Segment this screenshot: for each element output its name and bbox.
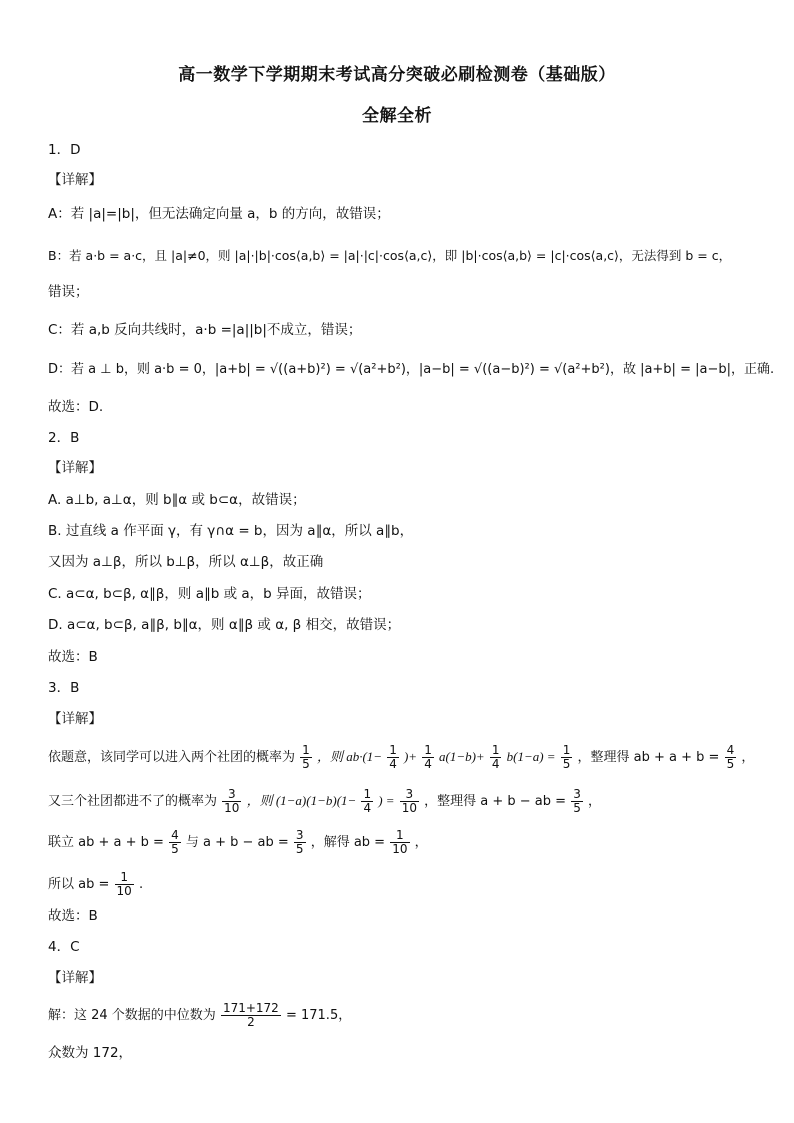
q2-option-b-line1: B. 过直线 a 作平面 γ，有 γ∩α = b，因为 a∥α，所以 a∥b， — [48, 523, 414, 539]
fraction-numerator: 1 — [424, 743, 432, 757]
fraction — [169, 829, 181, 856]
fraction — [115, 871, 134, 898]
q3-l4-text-a: 所以 ab = — [48, 877, 110, 892]
fraction — [222, 788, 241, 815]
fraction-denominator: 10 — [392, 842, 408, 856]
q3-l2-text-c: ) = — [378, 793, 395, 808]
q4-l1-text-a: 解：这 24 个数据的中位数为 — [48, 1008, 216, 1023]
q3-l3-text-c: ，解得 ab = — [310, 835, 386, 850]
fraction-numerator: 3 — [573, 787, 581, 801]
q3-line-4 — [48, 868, 143, 902]
q3-l1-text-f: ，整理得 ab + a + b = — [577, 750, 720, 765]
fraction-denominator: 5 — [573, 801, 581, 815]
q4-detail-heading: 【详解】 — [48, 970, 102, 986]
fraction-denominator: 10 — [116, 884, 132, 898]
fraction-numerator: 1 — [390, 829, 409, 843]
fraction — [561, 744, 573, 771]
q4-answer: 4．C — [48, 939, 80, 955]
q2-option-c: C. a⊂α, b⊂β, α∥β，则 a∥b 或 a，b 异面，故错误； — [48, 586, 371, 602]
q3-l1-text-e: b(1−a) = — [506, 749, 556, 764]
q3-l4-text-b: . — [138, 877, 144, 892]
fraction — [725, 744, 737, 771]
q1-detail-heading: 【详解】 — [48, 172, 102, 188]
fraction-numerator: 1 — [491, 743, 500, 757]
fraction-denominator: 4 — [424, 757, 432, 771]
q1-option-b-line1: B：若 a·b = a·c，且 |a|≠0，则 |a|·|b|·cos⟨a,b⟩ = |a|·|c|·cos⟨a,c⟩，即 |b|·cos⟨a,b⟩ = |c|·cos⟨a,c⟩，无法得到 b = c， — [48, 248, 732, 263]
fraction-numerator: 1 — [363, 787, 372, 801]
q2-answer: 2．B — [48, 430, 80, 446]
fraction — [221, 1002, 281, 1029]
fraction-denominator: 4 — [363, 801, 372, 815]
fraction — [387, 744, 399, 771]
fraction-numerator: 3 — [222, 788, 241, 802]
fraction-denominator: 5 — [726, 757, 735, 771]
fraction-denominator: 5 — [171, 842, 179, 856]
q1-option-d: D：若 a ⊥ b，则 a·b = 0，|a+b| = √((a+b)²) = √(a²+b²)，|a−b| = √((a−b)²) = √(a²+b²)，故 |a+b| = |a−b|，正确. — [48, 362, 775, 377]
q3-l2-text-e: ， — [587, 794, 601, 809]
document-subtitle: 全解全析 — [362, 106, 432, 126]
fraction-denominator: 2 — [247, 1015, 255, 1029]
fraction-numerator: 1 — [389, 743, 397, 757]
q1-answer: 1．D — [48, 142, 81, 158]
q3-line-1 — [48, 740, 754, 775]
fraction-numerator: 4 — [726, 743, 735, 757]
q2-detail-heading: 【详解】 — [48, 460, 102, 476]
fraction-numerator: 3 — [295, 828, 304, 842]
fraction-denominator: 4 — [491, 757, 500, 771]
fraction-numerator: 171+172 — [222, 1001, 279, 1015]
q3-l3-text-a: 联立 ab + a + b = — [48, 835, 164, 850]
q3-choice: 故选：B — [48, 908, 98, 924]
q2-choice: 故选：B — [48, 649, 98, 665]
q3-l1-text-c: )+ — [403, 749, 418, 764]
q2-option-a: A. a⊥b, a⊥α，则 b∥α 或 b⊂α，故错误； — [48, 492, 306, 508]
q1-choice: 故选：D. — [48, 399, 104, 415]
fraction-denominator: 10 — [224, 801, 240, 815]
q3-l1-text-g: ， — [741, 750, 755, 765]
q2-option-b-line2: 又因为 a⊥β，所以 b⊥β，所以 α⊥β，故正确 — [48, 554, 324, 570]
q1-option-c: C：若 a,b 反向共线时，a·b =|a||b|不成立，错误； — [48, 322, 362, 338]
q3-answer: 3．B — [48, 680, 80, 696]
q3-l1-text-d: a(1−b)+ — [439, 749, 485, 764]
fraction — [571, 788, 583, 815]
q3-l1-text-b: ，则 ab·(1− — [316, 749, 383, 764]
document-title: 高一数学下学期期末考试高分突破必刷检测卷（基础版） — [178, 65, 616, 85]
fraction-numerator: 1 — [302, 743, 310, 757]
fraction-denominator: 5 — [302, 757, 310, 771]
q3-l2-text-d: ，整理得 a + b − ab = — [424, 794, 567, 809]
q3-line-3 — [48, 826, 428, 860]
fraction — [294, 829, 306, 856]
fraction — [390, 829, 409, 856]
fraction-denominator: 5 — [562, 757, 571, 771]
fraction — [422, 744, 434, 771]
fraction-denominator: 5 — [295, 842, 304, 856]
q4-mode: 众数为 172， — [48, 1045, 133, 1061]
q3-l3-text-b: 与 a + b − ab = — [185, 835, 289, 850]
fraction — [490, 744, 502, 771]
fraction-numerator: 1 — [562, 743, 571, 757]
fraction-denominator: 10 — [401, 801, 417, 815]
q3-l2-text-a: 又三个社团都进不了的概率为 — [48, 794, 218, 809]
q4-l1-text-b: = 171.5， — [285, 1008, 352, 1023]
q3-l1-text-a: 依题意，该同学可以进入两个社团的概率为 — [48, 750, 296, 765]
fraction-numerator: 3 — [400, 788, 419, 802]
fraction — [400, 788, 419, 815]
q2-option-d: D. a⊂α, b⊂β, a∥β, b∥α，则 α∥β 或 α, β 相交，故错误； — [48, 617, 401, 633]
q3-detail-heading: 【详解】 — [48, 711, 102, 727]
fraction-numerator: 4 — [171, 828, 179, 842]
q1-option-b-line2: 错误； — [48, 284, 89, 300]
q4-line-1 — [48, 999, 351, 1033]
q3-line-2 — [48, 784, 601, 819]
q3-l2-text-b: ，则 (1−a)(1−b)(1− — [246, 793, 357, 808]
q1-option-a: A：若 |a|=|b|，但无法确定向量 a，b 的方向，故错误； — [48, 206, 390, 222]
fraction-denominator: 4 — [389, 757, 397, 771]
q3-l3-text-d: ， — [414, 835, 428, 850]
fraction-numerator: 1 — [115, 871, 134, 885]
fraction — [361, 788, 373, 815]
fraction — [300, 744, 312, 771]
